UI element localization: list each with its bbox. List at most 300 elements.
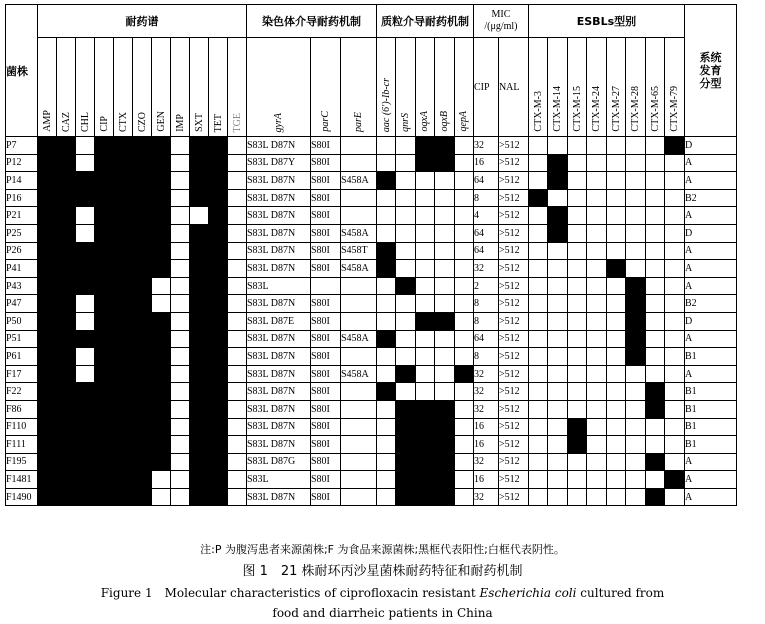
esbl-cell xyxy=(528,295,548,313)
esbl-cell xyxy=(548,242,568,260)
resistance-cell xyxy=(228,137,247,155)
resistance-cell xyxy=(228,453,247,471)
resistance-cell xyxy=(114,330,133,348)
resistance-cell xyxy=(57,224,76,242)
parE-cell xyxy=(341,295,377,313)
resistance-cell xyxy=(190,453,209,471)
resistance-cell xyxy=(76,418,95,436)
resistance-cell xyxy=(133,418,152,436)
resistance-col-header xyxy=(38,38,57,137)
plasmid-cell xyxy=(377,260,396,278)
resistance-col-label: SXT xyxy=(193,113,205,132)
plasmid-cell xyxy=(415,207,434,225)
esbl-cell xyxy=(645,471,665,489)
chromosomal-group-header: 染色体介导耐药机制 xyxy=(247,5,377,38)
esbl-cell xyxy=(665,224,685,242)
resistance-cell xyxy=(38,260,57,278)
esbl-cell xyxy=(606,453,626,471)
resistance-cell xyxy=(38,137,57,155)
resistance-cell xyxy=(209,330,228,348)
resistance-cell xyxy=(133,383,152,401)
esbl-cell xyxy=(645,242,665,260)
esbl-col-header xyxy=(645,38,665,137)
parC-cell: S80I xyxy=(311,471,341,489)
esbl-cell xyxy=(606,189,626,207)
resistance-cell xyxy=(152,189,171,207)
plasmid-cell xyxy=(377,242,396,260)
plasmid-cell xyxy=(454,365,473,383)
table-row xyxy=(6,436,737,454)
plasmid-cell xyxy=(435,330,454,348)
resistance-cell xyxy=(190,154,209,172)
resistance-cell xyxy=(76,137,95,155)
resistance-cell xyxy=(228,224,247,242)
resistance-cell xyxy=(190,471,209,489)
plasmid-cell xyxy=(435,224,454,242)
esbl-cell xyxy=(626,207,646,225)
resistance-cell xyxy=(190,224,209,242)
plasmid-cell xyxy=(454,277,473,295)
gyrA-cell: S83L D87N xyxy=(247,189,311,207)
esbl-cell xyxy=(626,488,646,506)
resistance-cell xyxy=(57,172,76,190)
resistance-cell xyxy=(209,418,228,436)
parE-cell xyxy=(341,418,377,436)
parC-cell: S80I xyxy=(311,295,341,313)
esbl-cell xyxy=(548,488,568,506)
resistance-cell xyxy=(133,365,152,383)
resistance-cell xyxy=(152,260,171,278)
resistance-cell xyxy=(171,471,190,489)
resistance-cell xyxy=(114,242,133,260)
esbl-cell xyxy=(626,260,646,278)
esbl-cell xyxy=(606,295,626,313)
resistance-cell xyxy=(190,295,209,313)
resistance-cell xyxy=(133,260,152,278)
esbl-cell xyxy=(528,383,548,401)
resistance-cell xyxy=(114,488,133,506)
plasmid-cell xyxy=(396,295,415,313)
resistance-cell xyxy=(38,172,57,190)
mic-cip-cell: 8 xyxy=(473,189,498,207)
plasmid-cell xyxy=(454,348,473,366)
esbl-cell xyxy=(528,330,548,348)
resistance-cell xyxy=(209,488,228,506)
resistance-cell xyxy=(228,295,247,313)
esbl-cell xyxy=(528,488,548,506)
mic-cip-cell: 32 xyxy=(473,453,498,471)
esbl-cell xyxy=(548,154,568,172)
plasmid-cell xyxy=(396,453,415,471)
esbl-cell xyxy=(626,224,646,242)
resistance-cell xyxy=(190,189,209,207)
header-column-row xyxy=(6,38,737,137)
resistance-cell xyxy=(57,348,76,366)
resistance-cell xyxy=(171,207,190,225)
parC-cell: S80I xyxy=(311,400,341,418)
resistance-cell xyxy=(190,277,209,295)
plasmid-cell xyxy=(454,260,473,278)
plasmid-cell xyxy=(377,418,396,436)
mic-cip-cell: 32 xyxy=(473,260,498,278)
esbl-cell xyxy=(548,277,568,295)
mic-nal-cell: >512 xyxy=(498,260,528,278)
esbl-cell xyxy=(606,330,626,348)
resistance-cell xyxy=(152,383,171,401)
parE-cell xyxy=(341,277,377,295)
plasmid-cell xyxy=(396,312,415,330)
plasmid-cell xyxy=(454,330,473,348)
resistance-cell xyxy=(190,365,209,383)
esbl-col-header xyxy=(587,38,607,137)
plasmid-cell xyxy=(377,207,396,225)
esbl-cell xyxy=(587,330,607,348)
resistance-cell xyxy=(76,207,95,225)
gyrA-cell: S83L D87N xyxy=(247,436,311,454)
parE-cell: S458A xyxy=(341,172,377,190)
gyrA-cell: S83L D87N xyxy=(247,400,311,418)
plasmid-cell xyxy=(396,348,415,366)
esbl-col-label: CTX-M-65 xyxy=(649,86,661,132)
resistance-cell xyxy=(76,383,95,401)
mic-nal-cell: >512 xyxy=(498,436,528,454)
resistance-cell xyxy=(38,365,57,383)
resistance-cell xyxy=(95,189,114,207)
esbl-cell xyxy=(548,453,568,471)
esbl-cell xyxy=(626,154,646,172)
resistance-cell xyxy=(209,224,228,242)
esbl-cell xyxy=(528,277,548,295)
chrom-col-header xyxy=(247,38,311,137)
esbl-cell xyxy=(645,137,665,155)
table-row xyxy=(6,242,737,260)
table-row xyxy=(6,207,737,225)
mic-cip-cell: 16 xyxy=(473,471,498,489)
strain-cell: P21 xyxy=(6,207,38,225)
esbl-cell xyxy=(626,312,646,330)
esbl-cell xyxy=(645,189,665,207)
esbl-cell xyxy=(606,137,626,155)
resistance-cell xyxy=(76,488,95,506)
resistance-cell xyxy=(38,418,57,436)
parE-cell xyxy=(341,400,377,418)
esbl-cell xyxy=(528,418,548,436)
gyrA-cell: S83L D87N xyxy=(247,418,311,436)
plasmid-cell xyxy=(396,189,415,207)
esbl-cell xyxy=(548,312,568,330)
parE-cell xyxy=(341,137,377,155)
resistance-cell xyxy=(209,436,228,454)
resistance-cell xyxy=(133,471,152,489)
resistance-cell xyxy=(114,471,133,489)
esbl-cell xyxy=(645,383,665,401)
strain-cell: P50 xyxy=(6,312,38,330)
table-row xyxy=(6,383,737,401)
resistance-cell xyxy=(228,172,247,190)
plasmid-cell xyxy=(377,348,396,366)
resistance-cell xyxy=(190,348,209,366)
esbl-col-label: CTX-M-14 xyxy=(552,86,564,132)
esbl-col-header xyxy=(606,38,626,137)
resistance-cell xyxy=(76,330,95,348)
plasmid-cell xyxy=(396,365,415,383)
plasmid-cell xyxy=(377,383,396,401)
esbl-cell xyxy=(606,348,626,366)
phylo-header-text: 系统发育分型 xyxy=(699,51,722,90)
esbl-cell xyxy=(606,365,626,383)
plasmid-cell xyxy=(377,453,396,471)
resistance-cell xyxy=(114,418,133,436)
esbl-cell xyxy=(665,295,685,313)
chrom-col-header xyxy=(341,38,377,137)
table-row xyxy=(6,348,737,366)
resistance-cell xyxy=(209,365,228,383)
plasmid-cell xyxy=(396,488,415,506)
esbl-cell xyxy=(606,207,626,225)
resistance-cell xyxy=(114,207,133,225)
esbl-cell xyxy=(626,400,646,418)
strain-cell: P26 xyxy=(6,242,38,260)
parE-cell xyxy=(341,348,377,366)
resistance-cell xyxy=(38,189,57,207)
parC-cell: S80I xyxy=(311,330,341,348)
resistance-col-header xyxy=(171,38,190,137)
mic-nal-cell: >512 xyxy=(498,154,528,172)
resistance-cell xyxy=(171,242,190,260)
parC-cell xyxy=(311,277,341,295)
resistance-cell xyxy=(171,400,190,418)
table-row xyxy=(6,400,737,418)
esbl-cell xyxy=(587,471,607,489)
plasmid-cell xyxy=(435,365,454,383)
esbl-cell xyxy=(626,348,646,366)
esbl-cell xyxy=(587,365,607,383)
resistance-col-header xyxy=(95,38,114,137)
esbl-cell xyxy=(528,312,548,330)
esbl-cell xyxy=(626,365,646,383)
plasmid-cell xyxy=(396,137,415,155)
esbl-cell xyxy=(528,260,548,278)
mic-nal-cell: >512 xyxy=(498,172,528,190)
resistance-cell xyxy=(95,418,114,436)
resistance-cell xyxy=(190,172,209,190)
table-row xyxy=(6,224,737,242)
resistance-cell xyxy=(95,224,114,242)
plasmid-cell xyxy=(377,137,396,155)
esbl-cell xyxy=(665,488,685,506)
mic-nal-cell: >512 xyxy=(498,471,528,489)
esbl-cell xyxy=(548,400,568,418)
table-row xyxy=(6,277,737,295)
table-row xyxy=(6,172,737,190)
resistance-cell xyxy=(171,260,190,278)
strain-cell: P14 xyxy=(6,172,38,190)
plasmid-cell xyxy=(377,436,396,454)
plasmid-cell xyxy=(415,224,434,242)
esbl-cell xyxy=(587,400,607,418)
resistance-col-label: IMP xyxy=(174,114,186,132)
esbl-cell xyxy=(567,453,587,471)
parC-cell: S80I xyxy=(311,348,341,366)
resistance-cell xyxy=(57,295,76,313)
mic-nal-cell: >512 xyxy=(498,453,528,471)
resistance-cell xyxy=(133,154,152,172)
parE-cell xyxy=(341,471,377,489)
resistance-cell xyxy=(228,365,247,383)
esbl-cell xyxy=(567,189,587,207)
esbl-cell xyxy=(606,383,626,401)
parC-cell: S80I xyxy=(311,418,341,436)
esbl-cell xyxy=(626,330,646,348)
esbl-cell xyxy=(606,488,626,506)
caption-english-line2: food and diarrheic patients in China xyxy=(272,606,493,620)
esbl-cell xyxy=(665,471,685,489)
resistance-cell xyxy=(76,400,95,418)
mic-nal-cell: >512 xyxy=(498,418,528,436)
gyrA-cell: S83L D87N xyxy=(247,260,311,278)
plasmid-cell xyxy=(396,172,415,190)
esbl-cell xyxy=(626,471,646,489)
parE-cell xyxy=(341,189,377,207)
esbl-cell xyxy=(606,312,626,330)
plasmid-cell xyxy=(435,471,454,489)
resistance-cell xyxy=(38,471,57,489)
chrom-col-header xyxy=(311,38,341,137)
plasmid-cell xyxy=(435,207,454,225)
resistance-col-label: CZO xyxy=(136,112,148,132)
resistance-cell xyxy=(171,312,190,330)
phylo-cell: B1 xyxy=(684,383,736,401)
resistance-cell xyxy=(209,383,228,401)
esbl-cell xyxy=(626,242,646,260)
strain-cell: F195 xyxy=(6,453,38,471)
esbl-cell xyxy=(548,295,568,313)
esbl-cell xyxy=(645,348,665,366)
resistance-cell xyxy=(171,277,190,295)
esbl-cell xyxy=(606,418,626,436)
resistance-cell xyxy=(152,207,171,225)
parC-cell: S80I xyxy=(311,312,341,330)
phylo-cell: B1 xyxy=(684,436,736,454)
esbl-cell xyxy=(587,418,607,436)
mic-cip-cell: 8 xyxy=(473,312,498,330)
parE-cell xyxy=(341,383,377,401)
plasmid-cell xyxy=(377,471,396,489)
esbl-cell xyxy=(567,436,587,454)
esbl-cell xyxy=(528,154,548,172)
plasmid-cell xyxy=(454,400,473,418)
phylo-cell: B2 xyxy=(684,189,736,207)
plasmid-cell xyxy=(454,189,473,207)
esbl-cell xyxy=(665,436,685,454)
phylo-cell: B2 xyxy=(684,295,736,313)
esbl-cell xyxy=(606,242,626,260)
resistance-cell xyxy=(171,224,190,242)
resistance-cell xyxy=(114,348,133,366)
phylo-cell: B1 xyxy=(684,400,736,418)
plasmid-cell xyxy=(415,137,434,155)
strain-header: 菌株 xyxy=(6,5,38,137)
esbl-cell xyxy=(626,137,646,155)
plasmid-cell xyxy=(454,383,473,401)
esbl-cell xyxy=(626,277,646,295)
esbl-cell xyxy=(567,400,587,418)
strain-cell: P43 xyxy=(6,277,38,295)
phylo-cell: A xyxy=(684,154,736,172)
mic-cip-cell: 64 xyxy=(473,242,498,260)
phylo-cell: D xyxy=(684,312,736,330)
mic-nal-cell: >512 xyxy=(498,295,528,313)
resistance-cell xyxy=(57,365,76,383)
esbl-cell xyxy=(665,365,685,383)
plasmid-cell xyxy=(435,154,454,172)
resistance-col-header xyxy=(152,38,171,137)
resistance-col-label: CAZ xyxy=(60,112,72,132)
parC-cell: S80I xyxy=(311,365,341,383)
resistance-cell xyxy=(76,224,95,242)
resistance-cell xyxy=(57,189,76,207)
mic-cip-cell: 4 xyxy=(473,207,498,225)
gyrA-cell: S83L D87N xyxy=(247,348,311,366)
resistance-cell xyxy=(152,348,171,366)
resistance-col-header xyxy=(190,38,209,137)
phylo-header xyxy=(684,5,736,137)
esbl-cell xyxy=(567,207,587,225)
mic-nal-cell: >512 xyxy=(498,224,528,242)
resistance-col-label: AMP xyxy=(41,110,53,132)
resistance-cell xyxy=(152,436,171,454)
plasmid-cell xyxy=(377,400,396,418)
plasmid-cell xyxy=(377,154,396,172)
plasmid-cell xyxy=(435,418,454,436)
esbl-cell xyxy=(567,312,587,330)
esbl-col-header xyxy=(626,38,646,137)
esbl-cell xyxy=(665,400,685,418)
plasmid-cell xyxy=(454,488,473,506)
plasmid-cell xyxy=(435,260,454,278)
strain-cell: F111 xyxy=(6,436,38,454)
esbl-cell xyxy=(665,418,685,436)
esbl-cell xyxy=(626,383,646,401)
resistance-cell xyxy=(228,242,247,260)
mic-nal-cell: >512 xyxy=(498,488,528,506)
resistance-cell xyxy=(228,400,247,418)
esbl-cell xyxy=(567,154,587,172)
resistance-cell xyxy=(171,295,190,313)
mic-cip-cell: 32 xyxy=(473,488,498,506)
gyrA-cell: S83L D87N xyxy=(247,207,311,225)
plasmid-col-header xyxy=(454,38,473,137)
mic-cip-cell: 64 xyxy=(473,172,498,190)
esbl-col-header xyxy=(528,38,548,137)
esbl-cell xyxy=(528,137,548,155)
mic-unit: /(μg/ml) xyxy=(484,21,518,32)
resistance-cell xyxy=(133,453,152,471)
resistance-cell xyxy=(38,348,57,366)
esbl-cell xyxy=(567,224,587,242)
esbl-cell xyxy=(606,172,626,190)
phylo-cell: A xyxy=(684,277,736,295)
resistance-cell xyxy=(57,488,76,506)
esbl-cell xyxy=(587,295,607,313)
resistance-cell xyxy=(114,453,133,471)
parE-cell: S458A xyxy=(341,365,377,383)
esbl-cell xyxy=(548,137,568,155)
resistance-cell xyxy=(95,207,114,225)
plasmid-cell xyxy=(454,471,473,489)
resistance-cell xyxy=(76,471,95,489)
phylo-cell: A xyxy=(684,471,736,489)
